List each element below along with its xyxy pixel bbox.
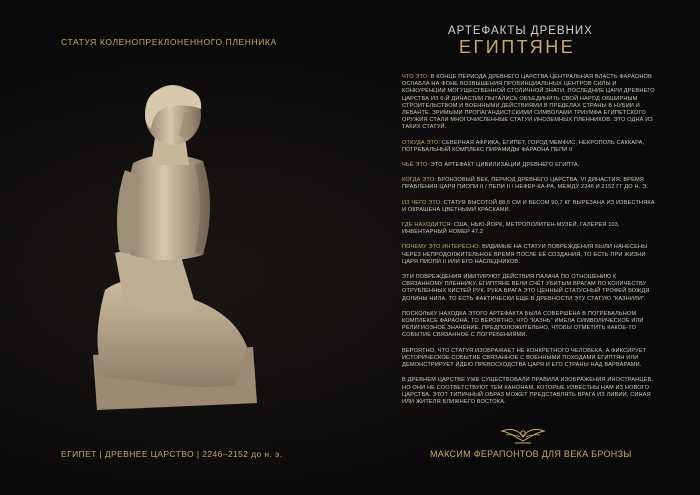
author-credit: МАКСИМ ФЕРАПОНТОВ ДЛЯ ВЕКА БРОНЗЫ bbox=[430, 449, 632, 459]
article-body bbox=[402, 74, 655, 414]
era-footer: ЕГИПЕТ | ДРЕВНЕЕ ЦАРСТВО | 2246–2152 до н. э. bbox=[61, 449, 283, 459]
statue-title: СТАТУЯ КОЛЕНОПРЕКЛОНЕННОГО ПЛЕННИКА bbox=[61, 37, 277, 47]
section-text: В ДРЕВНЕМ ЦАРСТВЕ УЖЕ СУЩЕСТВОВАЛИ ПРАВИЛА ИЗОБРАЖЕНИЯ ИНОСТРАНЦЕВ, НО ОНИ НЕ СООТВЕТСТВУЮТ ТЕМ КАНОНАМ, КОТОРЫЕ ИЗВЕСТНЫ НАМ ИЗ НОВОГО ЦАРСТВА. ЭТОТ ТИПИЧНЫЙ ОБРАЗ МОЖЕТ ПРЕДСТАВЛЯТЬ ВРАГА ИЗ ЛИВИИ, СИНАЯ ИЛИ ЖИТЕЛЯ БЛИЖНЕГО ВОСТОКА. bbox=[402, 377, 654, 405]
section-paragraph bbox=[402, 274, 655, 303]
section-label: КОГДА ЭТО: bbox=[402, 177, 436, 184]
section-label: ИЗ ЧЕГО ЭТО: bbox=[402, 199, 442, 206]
section-location bbox=[402, 222, 655, 236]
winged-sun-icon bbox=[500, 425, 546, 445]
section-what bbox=[402, 74, 655, 132]
section-text: В КОНЦЕ ПЕРИОДА ДРЕВНЕГО ЦАРСТВА ЦЕНТРАЛЬНАЯ ВЛАСТЬ ФАРАОНОВ ОСЛАБЛА НА ФОНЕ ВОЗВЫШЕНИЯ ПРОВИНЦИАЛЬНЫХ ЦЕНТРОВ СИЛЫ И КОНКУРЕНЦИИ МОГУЩЕСТВЕННОЙ СТОЛИЧНОЙ ЗНАТИ. ПОСЛЕДНИЕ ЦАРИ ДРЕВНЕГО ЦАРСТВА ИЗ 6-Й ДИНАСТИИ ПЫТАЛИСЬ ОБЪЕДИНИТЬ СВОЙ НАРОД ОБШИРНЫМ СТРОИТЕЛЬСТВОМ И ВОЕННЫМИ ДЕЙСТВИЯМИ В ПРЕДЕЛАХ СТРАНЫ В НУБИИ И ЛЕВАНТЕ. ЗРИМЫМИ ПРОПАГАНДИСТСКИМИ СИМВОЛАМИ ТРИУМФА ЕГИПЕТСКОГО ОРУЖИЯ СТАЛИ МНОГОЧИСЛЕННЫЕ СТАТУИ ИНОЗЕМНЫХ ПЛЕННИКОВ. ЭТО ОДНА ИЗ ТАКИХ СТАТУЙ. bbox=[402, 74, 655, 131]
section-text: ВЕРОЯТНО, ЧТО СТАТУЯ ИЗОБРАЖАЕТ НЕ КОНКРЕТНОГО ЧЕЛОВЕКА, А ФИКСИРУЕТ ИСТОРИЧЕСКОЕ СОБЫТИЕ СВЯЗАННОЕ С ВОЕННЫМИ ПОХОДАМИ ЕГИПТЯН ИЛИ ДЕМОНСТРИРУЕТ ИДЕЮ ПРЕВОСХОДСТВА ЦАРЯ И ЕГО СТРАНЫ НАД ВАРВАРАМИ. bbox=[402, 347, 647, 369]
section-when bbox=[402, 177, 655, 191]
section-label: ПОЧЕМУ ЭТО ИНТЕРЕСНО: bbox=[402, 244, 481, 251]
section-where-from bbox=[402, 140, 655, 154]
section-text: ПОСКОЛЬКУ НАХОДКА ЭТОГО АРТЕФАКТА БЫЛА СОВЕРШЕНА В ПОГРЕБАЛЬНОМ КОМПЛЕКСЕ ФАРАОНА, ТО ВЕРОЯТНО, ЧТО "КАЗНЬ" ИМЕЛА СИМВОЛИЧЕСКОЕ ИЛИ РЕЛИГИОЗНОЕ ЗНАЧЕНИЕ. ПРЕДПОЛОЖИТЕЛЬНО, ЧТОБЫ ОТМЕТИТЬ КАКОЕ-ТО СОБЫТИЕ СВЯЗАННОЕ С ПОГРЕБЕНИЯМИ. bbox=[402, 310, 644, 339]
section-label: ЧТО ЭТО: bbox=[402, 74, 430, 80]
section-paragraph bbox=[402, 311, 655, 340]
section-interesting bbox=[402, 244, 655, 266]
section-text: СТАТУЯ ВЫСОТОЙ 88,5 СМ И ВЕСОМ 90,7 КГ ВЫРЕЗАНА ИЗ ИЗВЕСТНЯКА И ОКРАШЕНА ЦВЕТНЫМИ КРАСКАМИ. bbox=[402, 199, 655, 213]
header-subtitle: АРТЕФАКТЫ ДРЕВНИХ bbox=[448, 25, 593, 37]
section-paragraph bbox=[402, 348, 655, 370]
section-text: ЭТИ ПОВРЕЖДЕНИЯ ИМИТИРУЮТ ДЕЙСТВИЯ ПАЛАЧА ПО ОТНОШЕНИЮ К СВЯЗАННОМУ ПЛЕННИКУ. ЕГИПТЯНЕ ВЕЛИ СЧЁТ УБИТЫМ ВРАГАМ ПО КОЛИЧЕСТВУ ОТРУБЛЕННЫХ КИСТЕЙ РУК. РУКА ВРАГА ЭТО ЦЕННЫЙ СТАТУСНЫЙ ТРОФЕЙ ВОЖДЯ ДОЛИНЫ НИЛА. ТО ЕСТЬ ФАКТИЧЕСКИ ЕЩЕ В ДРЕВНОСТИ ЭТУ СТАТУЮ "КАЗНИЛИ". bbox=[402, 274, 650, 302]
header-title: ЕГИПТЯНЕ bbox=[459, 37, 576, 57]
section-label: ОТКУДА ЭТО: bbox=[402, 139, 441, 146]
section-text: ЭТО АРТЕФАКТ ЦИВИЛИЗАЦИИ ДРЕВНЕГО ЕГИПТА. bbox=[428, 162, 580, 169]
section-text: ВИДИМЫЕ НА СТАТУИ ПОВРЕЖДЕНИЯ БЫЛИ НАНЕСЕНЫ ЧЕРЕЗ НЕПРОДОЛЖИТЕЛЬНОЕ ВРЕМЯ ПОСЛЕ ЕЁ СОЗДАНИЯ, ТО ЕСТЬ ПРИ ЖИЗНИ ЦАРЯ ПИОПИ II ИЛИ ЕГО НАСЛЕДНИКОВ. bbox=[402, 244, 648, 265]
section-whose bbox=[402, 162, 655, 169]
section-text: США, НЬЮ-ЙОРК, МЕТРОПОЛИТЕН-МУЗЕЙ, ГАЛЕРЕЯ 103, ИНВЕНТАРНЫЙ НОМЕР 47.2 bbox=[402, 222, 620, 236]
section-label: ЧЬЁ ЭТО: bbox=[402, 162, 429, 169]
section-material bbox=[402, 200, 655, 214]
section-text: БРОНЗОВЫЙ ВЕК, ПЕРИОД ДРЕВНЕГО ЦАРСТВА, VI ДИНАСТИЯ, ВРЕМЯ ПРАВЛЕНИЯ ЦАРЯ ПИОПИ II / ПЕПИ II / НЕФЕР-КА-РА, МЕЖДУ 2246 И 2152 ГГ ДО Н. Э. bbox=[402, 177, 648, 191]
section-label: ГДЕ НАХОДИТСЯ: bbox=[402, 222, 453, 229]
section-paragraph bbox=[402, 377, 655, 406]
section-text: СЕВЕРНАЯ АФРИКА, ЕГИПЕТ, ГОРОД МЕМФИС, НЕКРОПОЛЬ САККАРА, ПОГРЕБАЛЬНЫЙ КОМПЛЕКС ПИРАМИДЫ ФАРАОНА ПЕПИ II bbox=[402, 139, 645, 153]
statue-image bbox=[85, 85, 265, 415]
